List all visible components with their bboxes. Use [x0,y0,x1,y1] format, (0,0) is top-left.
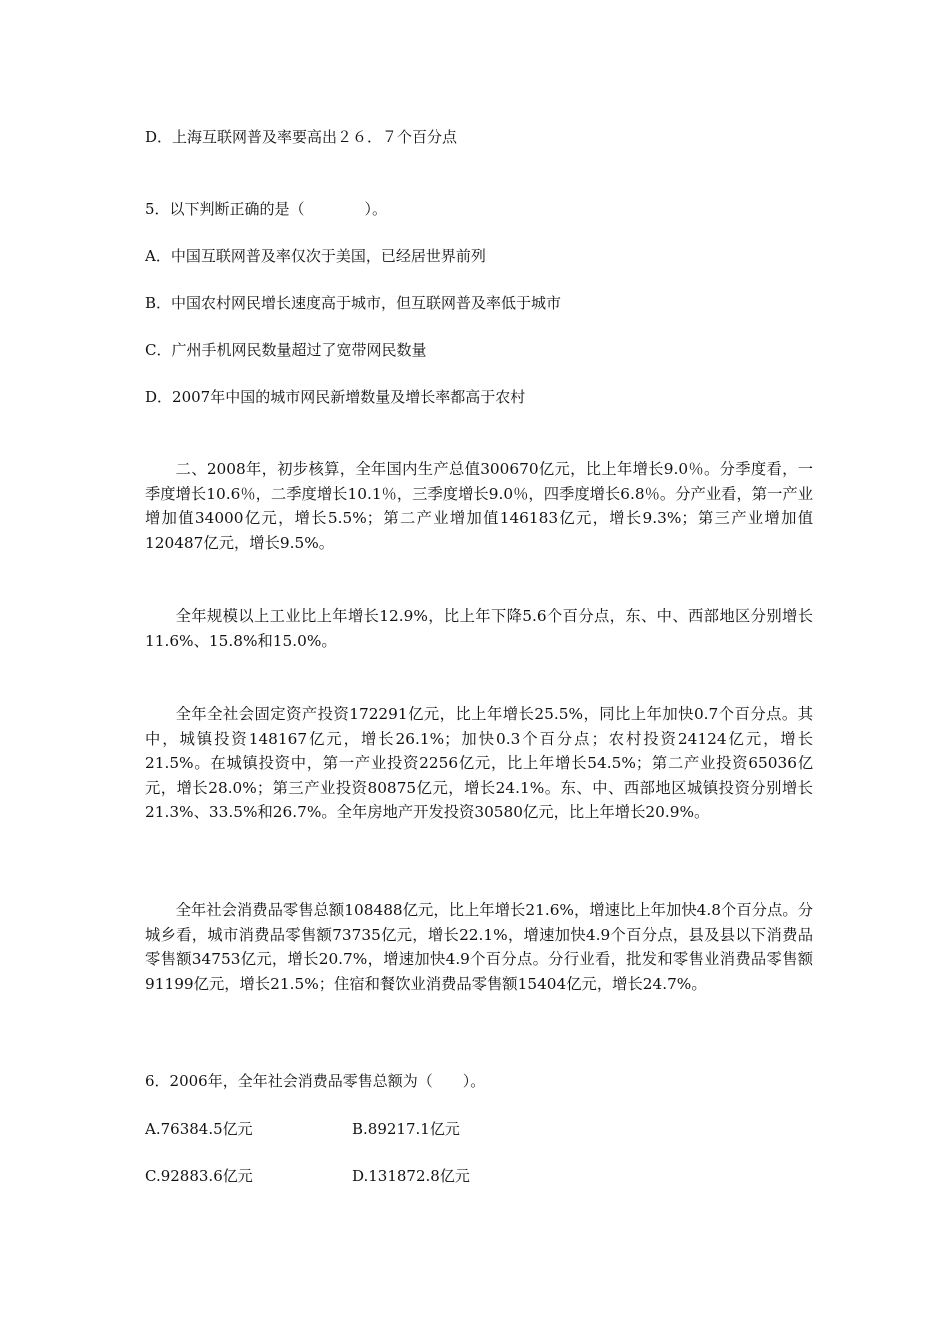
q5-option-b: B．中国农村网民增长速度高于城市，但互联网普及率低于城市 [145,294,562,312]
q5-option-d: D．2007年中国的城市网民新增数量及增长率都高于农村 [145,388,526,406]
q6-option-c: C.92883.6亿元 [145,1167,253,1185]
material-paragraph-investment: 全年全社会固定资产投资172291亿元，比上年增长25.5%，同比上年加快0.7个百分点。其中，城镇投资148167亿元，增长26.1%；加快0.3个百分点；农村投资24124亿元，增长21.5%。在城镇投资中，第一产业投资2256亿元，比上年增长54.5%；第二产业投资65036亿元，增长28.0%；第三产业投资80875亿元，增长24.1%。东、中、西部地区城镇投资分别增长21.3%、33.5%和26.7%。全年房地产开发投资30580亿元，比上年增长20.9%。 [145,705,813,821]
material-paragraph-gdp: 二、2008年，初步核算，全年国内生产总值300670亿元，比上年增长9.0％。分季度看，一季度增长10.6％，二季度增长10.1％，三季度增长9.0％，四季度增长6.8％。分产业看，第一产业增加值34000亿元，增长5.5%；第二产业增加值146183亿元，增长9.3%；第三产业增加值120487亿元，增长9.5%。 [145,460,813,552]
q6-option-a: A.76384.5亿元 [145,1120,253,1138]
q5-option-a: A．中国互联网普及率仅次于美国，已经居世界前列 [145,247,486,265]
q4-option-d: D．上海互联网普及率要高出２６．７个百分点 [145,128,458,146]
q5-option-c: C．广州手机网民数量超过了宽带网民数量 [145,341,427,359]
material-paragraph-industry: 全年规模以上工业比上年增长12.9%，比上年下降5.6个百分点，东、中、西部地区分别增长11.6%、15.8%和15.0%。 [145,607,813,650]
material-paragraph-retail: 全年社会消费品零售总额108488亿元，比上年增长21.6%，增速比上年加快4.8个百分点。分城乡看，城市消费品零售额73735亿元，增长22.1%，增速加快4.9个百分点，县及县以下消费品零售额34753亿元，增长20.7%，增速加快4.9个百分点。分行业看，批发和零售业消费品零售额91199亿元，增长21.5%；住宿和餐饮业消费品零售额15404亿元，增长24.7%。 [145,901,813,993]
q5-stem: 5．以下判断正确的是（ ）。 [145,200,388,218]
q6-option-b: B.89217.1亿元 [352,1120,460,1138]
q6-option-d: D.131872.8亿元 [352,1167,470,1185]
q6-stem: 6．2006年，全年社会消费品零售总额为（ ）。 [145,1072,486,1090]
